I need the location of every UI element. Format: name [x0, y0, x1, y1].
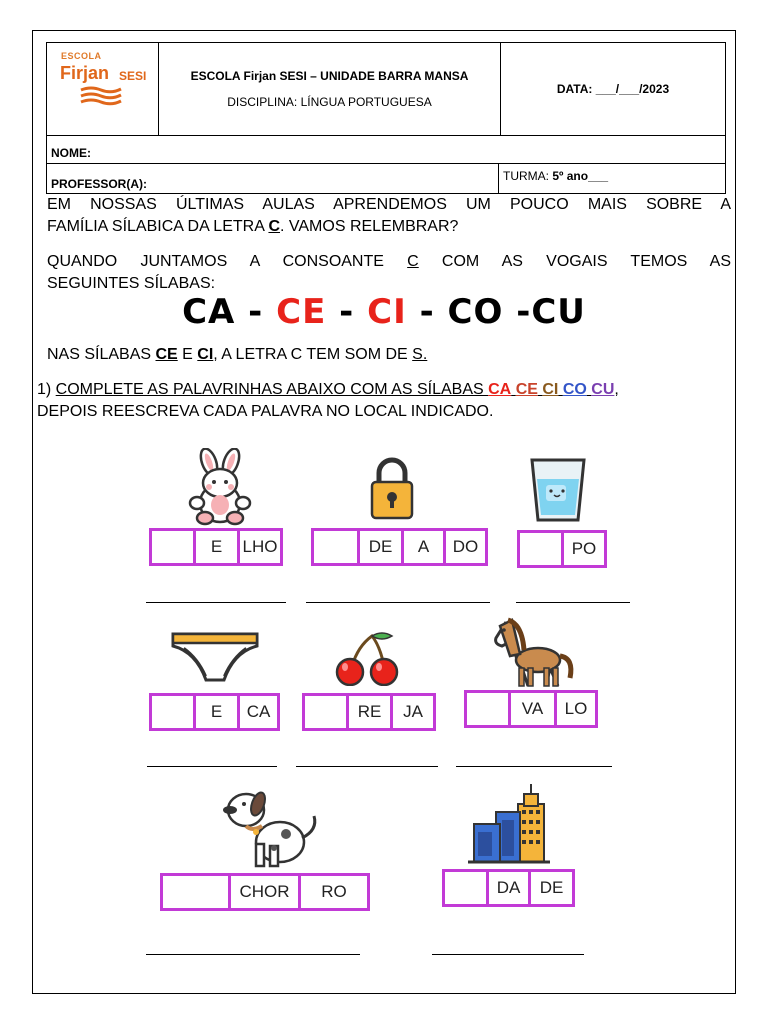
syllable-blank[interactable]: [314, 531, 360, 563]
school-name: ESCOLA Firjan SESI – UNIDADE BARRA MANSA: [190, 69, 469, 83]
syllable-ce: CE: [276, 292, 327, 332]
word-box-3: [517, 530, 607, 568]
answer-line-1[interactable]: [146, 602, 286, 603]
intro-p2-line-1: QUANDO JUNTAMOS A CONSOANTE C COM AS VOGAIS TEMOS AS: [47, 253, 731, 270]
rabbit-icon: [185, 448, 257, 526]
sound-rule: NAS SÍLABAS CE E CI, A LETRA C TEM SOM DE S.: [47, 346, 428, 363]
word-box-7: [160, 873, 370, 911]
logo-escola-text: ESCOLA: [61, 51, 102, 61]
syllable-blank[interactable]: [445, 872, 489, 904]
syllable-cell: DE: [539, 878, 564, 897]
syllable-cell: DO: [452, 537, 479, 556]
cherry-icon: [332, 630, 404, 686]
exercise-instruction: 1) COMPLETE AS PALAVRINHAS ABAIXO COM AS SÍLABAS CA CE CI CO CU,: [37, 381, 619, 398]
syllable-cell: JA: [403, 702, 423, 721]
word-box-2: [311, 528, 488, 566]
syllable-cell: PO: [571, 539, 597, 558]
syllable-cell: E: [196, 531, 240, 563]
word-box-1: [149, 528, 283, 566]
answer-line-2[interactable]: [306, 602, 490, 603]
discipline-value: LÍNGUA PORTUGUESA: [300, 95, 432, 109]
dog-icon: [222, 786, 320, 870]
school-logo: [47, 43, 159, 135]
syllable-ci: CI: [367, 292, 407, 332]
logo-waves-icon: [79, 85, 123, 107]
syllable-cell: CHOR: [231, 876, 301, 908]
syllable-cu: CU: [531, 292, 586, 332]
class-field: TURMA: 5º ano___: [503, 169, 609, 183]
intro-p2-line-2: SEGUINTES SÍLABAS:: [47, 275, 216, 292]
discipline: DISCIPLINA: LÍNGUA PORTUGUESA: [227, 95, 432, 109]
word-box-6: [464, 690, 598, 728]
word-box-5: [302, 693, 436, 731]
date-field: DATA: ___/___/2023: [556, 82, 670, 96]
horse-icon: [488, 616, 576, 690]
padlock-icon: [370, 456, 414, 520]
logo-sesi-text: SESI: [119, 69, 147, 83]
logo-firjan-text: Firjan: [60, 63, 110, 83]
teacher-field: PROFESSOR(A):: [47, 164, 499, 193]
word-box-4: [149, 693, 280, 731]
syllable-blank[interactable]: [152, 696, 196, 728]
syllable-cell: VA: [511, 693, 557, 725]
glass-icon: [529, 457, 587, 523]
syllable-cell: DA: [489, 872, 531, 904]
syllable-cell: RE: [349, 696, 393, 728]
answer-line-5[interactable]: [296, 766, 438, 767]
exercise-instruction-line-2: DEPOIS REESCREVA CADA PALAVRA NO LOCAL INDICADO.: [37, 403, 494, 420]
name-field: NOME:: [47, 136, 725, 164]
answer-line-6[interactable]: [456, 766, 612, 767]
answer-line-8[interactable]: [432, 954, 584, 955]
intro-line-1: EM NOSSAS ÚLTIMAS AULAS APRENDEMOS UM POUCO MAIS SOBRE A: [47, 196, 731, 213]
word-box-8: [442, 869, 575, 907]
syllable-blank[interactable]: [305, 696, 349, 728]
syllable-blank[interactable]: [467, 693, 511, 725]
answer-line-7[interactable]: [146, 954, 360, 955]
syllable-family: CA - CE - CI - CO -CU: [182, 292, 586, 332]
underwear-icon: [170, 630, 260, 686]
syllable-ca: CA: [182, 292, 236, 332]
answer-line-3[interactable]: [516, 602, 630, 603]
intro-line-2: FAMÍLIA SÍLABICA DA LETRA C. VAMOS RELEMBRAR?: [47, 218, 459, 235]
syllable-co: CO: [447, 292, 504, 332]
syllable-cell: DE: [360, 531, 404, 563]
syllable-cell: A: [404, 531, 446, 563]
syllable-blank[interactable]: [152, 531, 196, 563]
syllable-cell: CA: [246, 702, 271, 721]
syllable-cell: E: [196, 696, 240, 728]
syllable-blank[interactable]: [520, 533, 564, 565]
syllable-blank[interactable]: [163, 876, 231, 908]
city-icon: [466, 784, 552, 864]
answer-line-4[interactable]: [147, 766, 277, 767]
syllable-cell: LHO: [242, 537, 278, 556]
header-table: [46, 42, 726, 194]
syllable-cell: RO: [321, 882, 347, 901]
syllable-cell: LO: [564, 699, 588, 718]
